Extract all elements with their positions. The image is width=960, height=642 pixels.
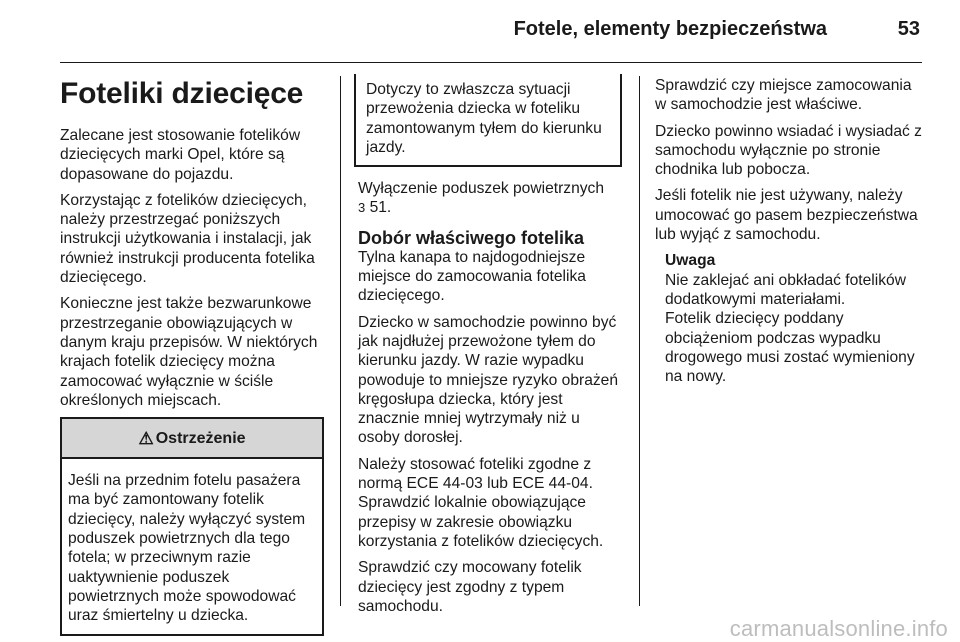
running-header-title: Fotele, elementy bezpieczeństwa [513,18,827,40]
warning-title: Ostrzeżenie [155,429,246,447]
note-block [655,251,923,386]
note-text: Nie zaklejać ani obkładać fotelików dodatkowymi materiałami. [665,271,906,308]
warning-box [60,417,324,635]
note-title: Uwaga [665,252,716,270]
column-3 [655,76,923,393]
paragraph: Jeśli fotelik nie jest używany, należy umocować go pasem bezpieczeństwa lub wyjąć z samochodu. [655,187,918,244]
subsection-heading: Dobór właściwego fotelika [358,227,585,248]
paragraph: Dziecko w samochodzie powinno być jak najdłużej przewożone tyłem do kierunku jazdy. W razie wypadku powoduje to mniejsze ryzyko obrażeń kręgosłupa dziecka, który jest znacznie mniej wytrzymały niż u osoby dorosłej. [358,313,619,447]
paragraph: Sprawdzić czy mocowany fotelik dziecięcy jest zgodny z typem samochodu. [358,559,582,615]
paragraph: Sprawdzić czy miejsce zamocowania w samochodzie jest właściwe. [655,77,912,114]
paragraph: Dziecko powinno wsiadać i wysiadać z samochodu wyłącznie po stronie chodnika lub pobocza. [655,122,922,179]
column-divider-1 [340,76,341,606]
watermark: carmanualsonline.info [729,616,948,641]
paragraph-text: Wyłączenie poduszek powietrznych [358,180,605,198]
page-reference-icon: 3 [358,200,366,216]
warning-triangle-icon: ⚠ [138,428,154,448]
paragraph: Korzystając z fotelików dziecięcych, należy przestrzegać poniższych instrukcji użytkowania i instalacji, jak również instrukcji producenta fotelika dziecięcego. [60,191,315,287]
paragraph: Tylna kanapa to najdogodniejsze miejsce do zamocowania fotelika dziecięcego. [358,248,586,305]
section-heading: Foteliki dziecięce [60,77,304,110]
header-divider [60,62,922,63]
paragraph [358,179,622,218]
warning-header [62,419,322,459]
page-reference-link[interactable]: 51. [369,199,392,217]
page-number: 53 [897,18,920,40]
paragraph: Zalecane jest stosowanie fotelików dziecięcych marki Opel, które są dopasowane do pojazdu. [60,127,301,183]
paragraph: Należy stosować foteliki zgodne z normą ECE 44-03 lub ECE 44-04. Sprawdzić lokalnie obowiązujące przepisy w zakresie obowiązku korzystania z fotelików dziecięcych. [358,455,604,550]
column-divider-2 [639,76,640,606]
warning-text: Jeśli na przednim fotelu pasażera ma być zamontowany fotelik dziecięcy, należy wyłączyć system poduszek powietrznych dla tego fotela; w przeciwnym razie uaktywnienie poduszek powietrznych może spowodować uraz śmiertelny u dziecka. [68,472,306,625]
paragraph: Konieczne jest także bezwarunkowe przestrzeganie obowiązujących w danym kraju przepisów. W niektórych krajach fotelik dziecięcy można zamocować wyłącznie w ściśle określonych miejscach. [60,295,318,409]
column-2 [358,74,622,623]
column-1 [60,76,324,636]
note-text: Fotelik dziecięcy poddany obciążeniom podczas wypadku drogowego musi zostać wymieniony na nowy. [665,310,915,386]
warning-text: Dotyczy to zwłaszcza sytuacji przewożenia dziecka w foteliku zamontowanym tyłem do kierunku jazdy. [366,81,602,156]
warning-box-continuation [354,74,622,167]
